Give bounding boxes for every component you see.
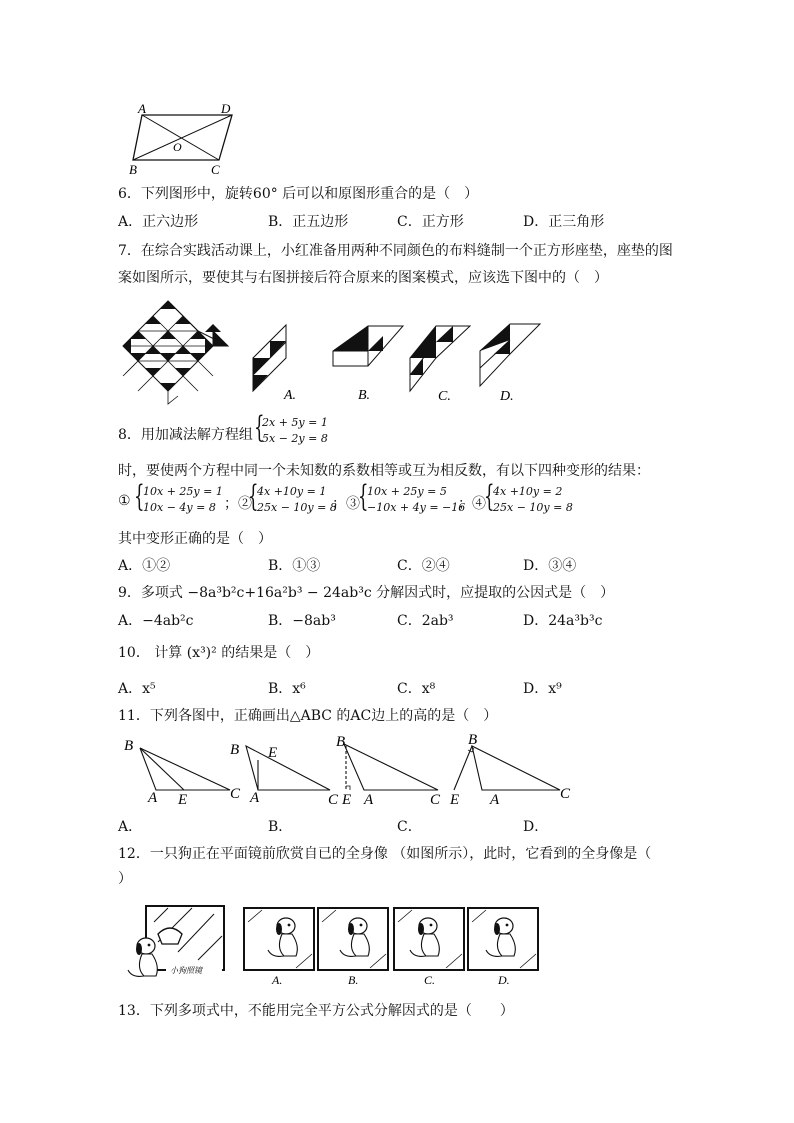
parallelogram-figure xyxy=(125,100,245,178)
label-B: B xyxy=(468,732,478,748)
q8-option-a: A．①② xyxy=(118,558,171,574)
label-B: B xyxy=(230,742,240,758)
q10-stem: 10． 计算 (x³)² 的结果是（ ） xyxy=(118,645,320,661)
q8-choice-1 xyxy=(143,484,223,516)
q8-choice-2 xyxy=(257,484,337,516)
q9-option-b: B．−8ab³ xyxy=(268,613,336,629)
q12-label-b: B. xyxy=(348,973,359,987)
cushion-pattern-figure xyxy=(118,296,558,406)
label-D: D xyxy=(221,101,231,116)
eq: 4x +10y = 2 xyxy=(493,485,563,498)
label-C: C xyxy=(211,162,220,177)
q12-label-d: D. xyxy=(498,973,510,987)
label-O: O xyxy=(173,140,182,154)
label-E: E xyxy=(178,792,188,808)
label-C: C xyxy=(430,792,441,808)
eq: 25x − 10y = 8 xyxy=(493,501,573,514)
q7-line1: 7．在综合实践活动课上，小红准备用两种不同颜色的布料缝制一个正方形座垫，座垫的图 xyxy=(118,243,673,259)
label-A: A xyxy=(250,790,260,806)
label-B: B xyxy=(129,162,137,177)
q7-label-c: C. xyxy=(438,389,451,404)
label-C: C xyxy=(328,792,339,808)
q7-label-b: B. xyxy=(358,388,371,403)
q8-system-eq1: 2x + 5y = 1 xyxy=(262,416,328,429)
eq: −10x + 4y = −16 xyxy=(367,501,466,514)
q10-option-d: D．x⁹ xyxy=(523,681,562,697)
label-A: A xyxy=(490,792,500,808)
q8-choice-3-mark: ；③ xyxy=(332,496,360,512)
q8-prefix: 8．用加减法解方程组 xyxy=(118,427,253,443)
label-E: E xyxy=(268,745,278,761)
eq: 25x − 10y = 8 xyxy=(257,501,337,514)
q8-system-eq2: 5x − 2y = 8 xyxy=(262,432,328,445)
brace: { xyxy=(134,479,145,514)
q6-option-d: D．正三角形 xyxy=(523,214,605,230)
q6-option-a: A．正六边形 xyxy=(118,214,199,230)
q11-option-c: C． xyxy=(397,819,422,835)
q12-line2: ） xyxy=(118,871,132,887)
label-E: E xyxy=(450,792,460,808)
q13-stem: 13．下列多项式中，不能用完全平方公式分解因式的是（ ） xyxy=(118,1003,514,1019)
q10-option-c: C．x⁸ xyxy=(397,681,436,697)
triangle-figures xyxy=(118,732,588,812)
q12-label-a: A. xyxy=(272,973,283,987)
label-E: E xyxy=(342,792,352,808)
q9-option-a: A．−4ab²c xyxy=(118,613,194,629)
q10-option-b: B．x⁶ xyxy=(268,681,306,697)
label-A: A xyxy=(148,790,158,806)
q7-label-a: A. xyxy=(284,388,297,403)
q6-stem: 6．下列图形中，旋转60° 后可以和原图形重合的是（ ） xyxy=(118,186,479,202)
dog-mirror-figure xyxy=(118,902,548,990)
q7-line2: 案如图所示，要使其与右图拼接后符合原来的图案模式，应该选下图中的（ ） xyxy=(118,270,608,286)
q10-option-a: A．x⁵ xyxy=(118,681,156,697)
q8-line2: 时，要使两个方程中同一个未知数的系数相等或互为相反数，有以下四种变形的结果： xyxy=(118,463,650,479)
mirror-caption: 小狗照镜 xyxy=(170,966,202,975)
q6-option-b: B．正五边形 xyxy=(268,214,349,230)
label-C: C xyxy=(230,786,241,802)
q12-line1: 12．一只狗正在平面镜前欣赏自已的全身像 （如图所示），此时，它看到的全身像是（ xyxy=(118,846,652,862)
q8-option-c: C．②④ xyxy=(397,558,450,574)
label-B: B xyxy=(336,734,346,750)
q8-choice-1-mark: ① xyxy=(118,493,131,509)
eq: 4x +10y = 1 xyxy=(257,485,327,498)
q9-stem: 9．多项式 −8a³b²c+16a²b³ − 24ab³c 分解因式时，应提取的公因式是（ ） xyxy=(118,585,615,601)
q11-option-b: B． xyxy=(268,819,293,835)
q8-option-b: B．①③ xyxy=(268,558,321,574)
q11-option-d: D． xyxy=(523,819,549,835)
eq: 10x − 4y = 8 xyxy=(143,501,216,514)
q9-option-c: C．2ab³ xyxy=(397,613,454,629)
brace: { xyxy=(248,479,259,514)
brace: { xyxy=(484,479,495,514)
eq: 10x + 25y = 1 xyxy=(143,485,223,498)
q8-choice-2-mark: ；② xyxy=(224,496,252,512)
q6-option-c: C．正方形 xyxy=(397,214,464,230)
q8-system xyxy=(262,415,328,447)
q8-system-brace: { xyxy=(254,410,265,445)
brace: { xyxy=(358,479,369,514)
q8-line4: 其中变形正确的是（ ） xyxy=(118,531,272,547)
q8-option-d: D．③④ xyxy=(523,558,577,574)
q8-choice-4-mark: ；④ xyxy=(458,496,486,512)
q8-choice-3 xyxy=(367,484,465,516)
label-C: C xyxy=(560,786,571,802)
eq: 10x + 25y = 5 xyxy=(367,485,447,498)
q12-label-c: C. xyxy=(424,973,436,987)
q11-stem: 11．下列各图中，正确画出△ABC 的AC边上的高的是（ ） xyxy=(118,708,498,724)
label-A: A xyxy=(138,101,146,116)
label-A: A xyxy=(364,792,374,808)
q9-option-d: D．24a³b³c xyxy=(523,613,603,629)
label-B: B xyxy=(124,738,134,754)
q8-choice-4 xyxy=(493,484,573,516)
q11-option-a: A． xyxy=(118,819,143,835)
q7-label-d: D. xyxy=(500,389,514,404)
